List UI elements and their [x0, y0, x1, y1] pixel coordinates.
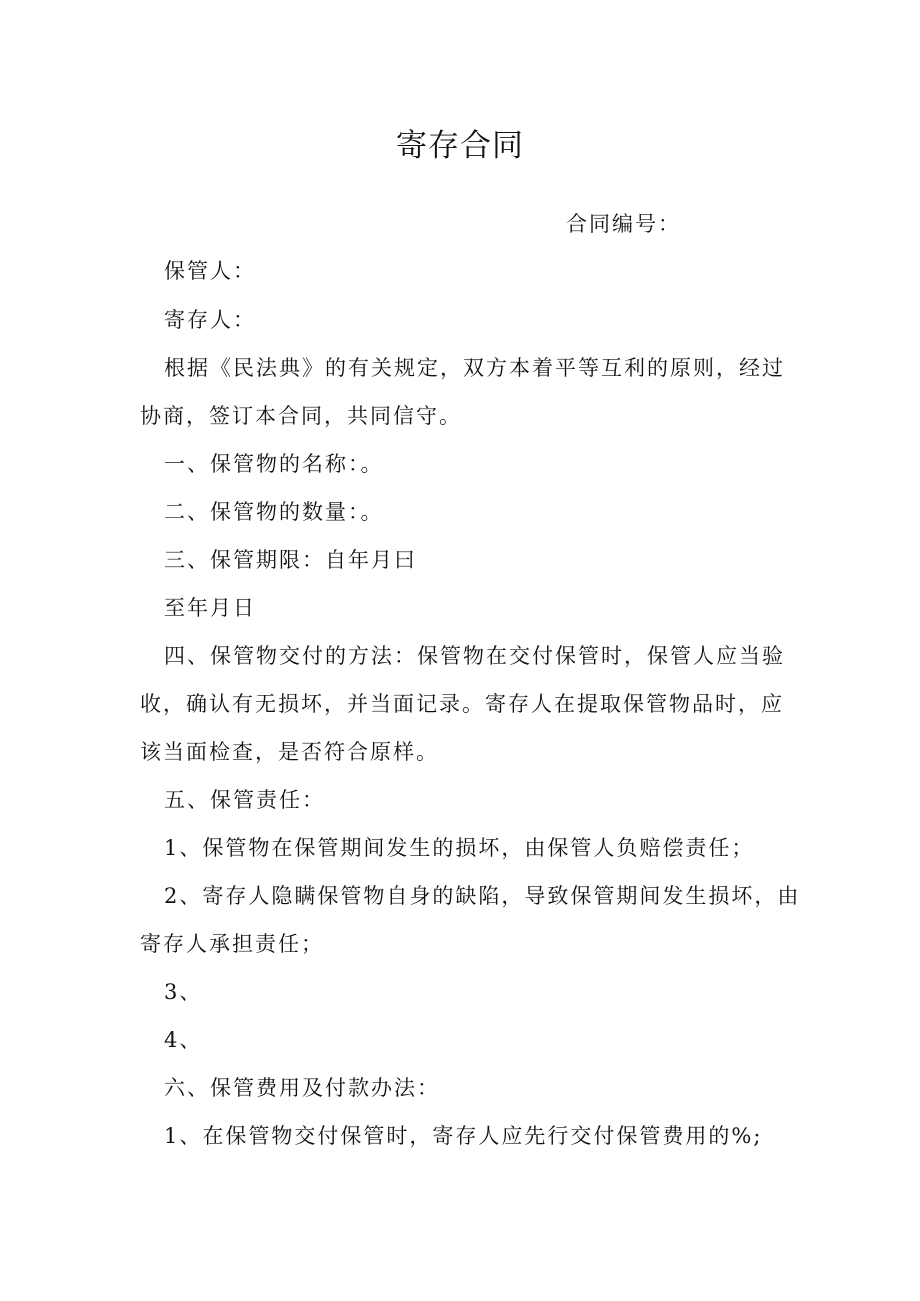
- clause-5-item-4: 4、: [164, 1028, 203, 1052]
- clause-4-line-2: 收，确认有无损坏，并当面记录。寄存人在提取保管物品时，应: [140, 692, 784, 716]
- clause-6-item-1: 1、在保管物交付保管时，寄存人应先行交付保管费用的%;: [164, 1124, 763, 1148]
- clause-4-line-1: 四、保管物交付的方法：保管物在交付保管时，保管人应当验: [164, 644, 785, 668]
- clause-3-term-start: 三、保管期限：自年月曰: [164, 548, 417, 572]
- clause-5-item-1: 1、保管物在保管期间发生的损坏，由保管人负赔偿责任；: [164, 836, 755, 860]
- clause-5-item-3: 3、: [164, 980, 203, 1004]
- clause-5-item-2-line-2: 寄存人承担责任；: [140, 932, 324, 956]
- contract-number-label: 合同编号：: [566, 212, 681, 236]
- clause-6-heading: 六、保管费用及付款办法：: [164, 1076, 440, 1100]
- preamble-line-1: 根据《民法典》的有关规定，双方本着平等互利的原则，经过: [164, 356, 785, 380]
- clause-2-quantity: 二、保管物的数量：。: [164, 500, 384, 524]
- clause-4-line-3: 该当面检查，是否符合原样。: [140, 740, 439, 764]
- clause-5-heading: 五、保管责任：: [164, 788, 325, 812]
- custodian-line: 保管人：: [164, 259, 256, 283]
- clause-1-item-name: 一、保管物的名称：。: [164, 452, 384, 476]
- depositor-line: 寄存人：: [164, 308, 256, 332]
- document-title: 寄存合同: [396, 128, 524, 164]
- preamble-line-2: 协商，签订本合同，共同信守。: [140, 404, 462, 428]
- clause-3-term-end: 至年月日: [164, 596, 256, 620]
- clause-5-item-2-line-1: 2、寄存人隐瞒保管物自身的缺陷，导致保管期间发生损坏，由: [164, 884, 801, 908]
